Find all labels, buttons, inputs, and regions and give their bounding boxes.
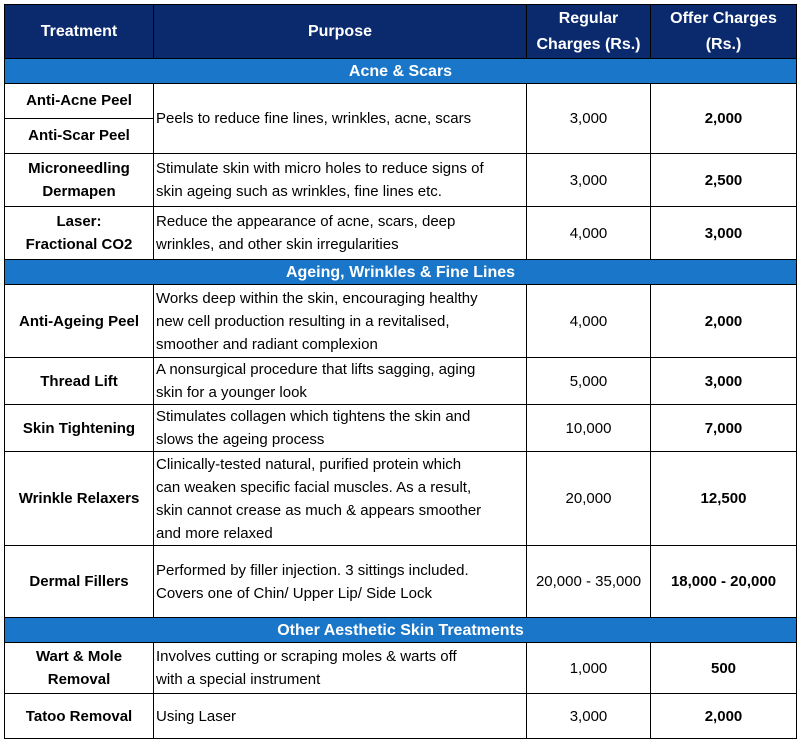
header-regular-charges: Regular Charges (Rs.) bbox=[527, 5, 651, 59]
regular-charge: 10,000 bbox=[527, 405, 651, 452]
header-offer-charges: Offer Charges (Rs.) bbox=[651, 5, 797, 59]
purpose-cell: Using Laser bbox=[154, 694, 527, 739]
purpose-cell: Reduce the appearance of acne, scars, deep wrinkles, and other skin irregularities bbox=[154, 207, 527, 260]
offer-charge: 500 bbox=[651, 643, 797, 694]
treatment-cell: Dermal Fillers bbox=[5, 546, 154, 618]
section-row bbox=[5, 618, 797, 643]
offer-charge: 3,000 bbox=[651, 358, 797, 405]
offer-charge: 12,500 bbox=[651, 452, 797, 546]
offer-charge: 18,000 - 20,000 bbox=[651, 546, 797, 618]
treatment-name: Anti-Acne Peel bbox=[26, 92, 132, 109]
regular-charge: 3,000 bbox=[527, 84, 651, 154]
section-row bbox=[5, 59, 797, 84]
regular-charge: 3,000 bbox=[527, 694, 651, 739]
treatment-cell: Laser: Fractional CO2 bbox=[5, 207, 154, 260]
regular-charge: 5,000 bbox=[527, 358, 651, 405]
offer-charge: 3,000 bbox=[651, 207, 797, 260]
offer-charge: 2,000 bbox=[651, 84, 797, 154]
offer-charge: 2,000 bbox=[651, 694, 797, 739]
purpose-cell: Works deep within the skin, encouraging healthy new cell production resulting in a revitalised, smoother and radiant complexion bbox=[154, 285, 527, 358]
treatment-name: Anti-Scar Peel bbox=[5, 118, 153, 153]
offer-charge: 2,500 bbox=[651, 154, 797, 207]
treatment-cell: Anti-Ageing Peel bbox=[5, 285, 154, 358]
purpose-cell: Peels to reduce fine lines, wrinkles, acne, scars bbox=[154, 84, 527, 154]
treatment-cell: Wart & Mole Removal bbox=[5, 643, 154, 694]
price-table-container bbox=[4, 4, 797, 739]
regular-charge: 4,000 bbox=[527, 285, 651, 358]
regular-charge: 20,000 bbox=[527, 452, 651, 546]
table-row bbox=[5, 546, 797, 618]
purpose-cell: Stimulates collagen which tightens the skin and slows the ageing process bbox=[154, 405, 527, 452]
section-row bbox=[5, 260, 797, 285]
section-title: Ageing, Wrinkles & Fine Lines bbox=[5, 260, 797, 285]
treatment-cell: Thread Lift bbox=[5, 358, 154, 405]
treatment-cell bbox=[5, 84, 154, 154]
table-row bbox=[5, 643, 797, 694]
header-row bbox=[5, 5, 797, 59]
table-row bbox=[5, 285, 797, 358]
table-row bbox=[5, 154, 797, 207]
regular-charge: 4,000 bbox=[527, 207, 651, 260]
offer-charge: 7,000 bbox=[651, 405, 797, 452]
purpose-cell: Involves cutting or scraping moles & warts off with a special instrument bbox=[154, 643, 527, 694]
regular-charge: 3,000 bbox=[527, 154, 651, 207]
treatment-cell: Tatoo Removal bbox=[5, 694, 154, 739]
table-row bbox=[5, 405, 797, 452]
table-row bbox=[5, 452, 797, 546]
treatment-cell: Wrinkle Relaxers bbox=[5, 452, 154, 546]
section-title: Other Aesthetic Skin Treatments bbox=[5, 618, 797, 643]
header-purpose: Purpose bbox=[154, 5, 527, 59]
section-title: Acne & Scars bbox=[5, 59, 797, 84]
table-row bbox=[5, 84, 797, 154]
header-treatment: Treatment bbox=[5, 5, 154, 59]
purpose-cell: A nonsurgical procedure that lifts sagging, aging skin for a younger look bbox=[154, 358, 527, 405]
regular-charge: 20,000 - 35,000 bbox=[527, 546, 651, 618]
treatment-cell: Microneedling Dermapen bbox=[5, 154, 154, 207]
table-row bbox=[5, 694, 797, 739]
regular-charge: 1,000 bbox=[527, 643, 651, 694]
price-table bbox=[4, 4, 797, 739]
offer-charge: 2,000 bbox=[651, 285, 797, 358]
table-row bbox=[5, 358, 797, 405]
purpose-cell: Stimulate skin with micro holes to reduce signs of skin ageing such as wrinkles, fine lines etc. bbox=[154, 154, 527, 207]
purpose-cell: Clinically-tested natural, purified protein which can weaken specific facial muscles. As a result, skin cannot crease as much & appears smoother and more relaxed bbox=[154, 452, 527, 546]
purpose-cell: Performed by filler injection. 3 sittings included. Covers one of Chin/ Upper Lip/ Side Lock bbox=[154, 546, 527, 618]
table-row bbox=[5, 207, 797, 260]
treatment-cell: Skin Tightening bbox=[5, 405, 154, 452]
